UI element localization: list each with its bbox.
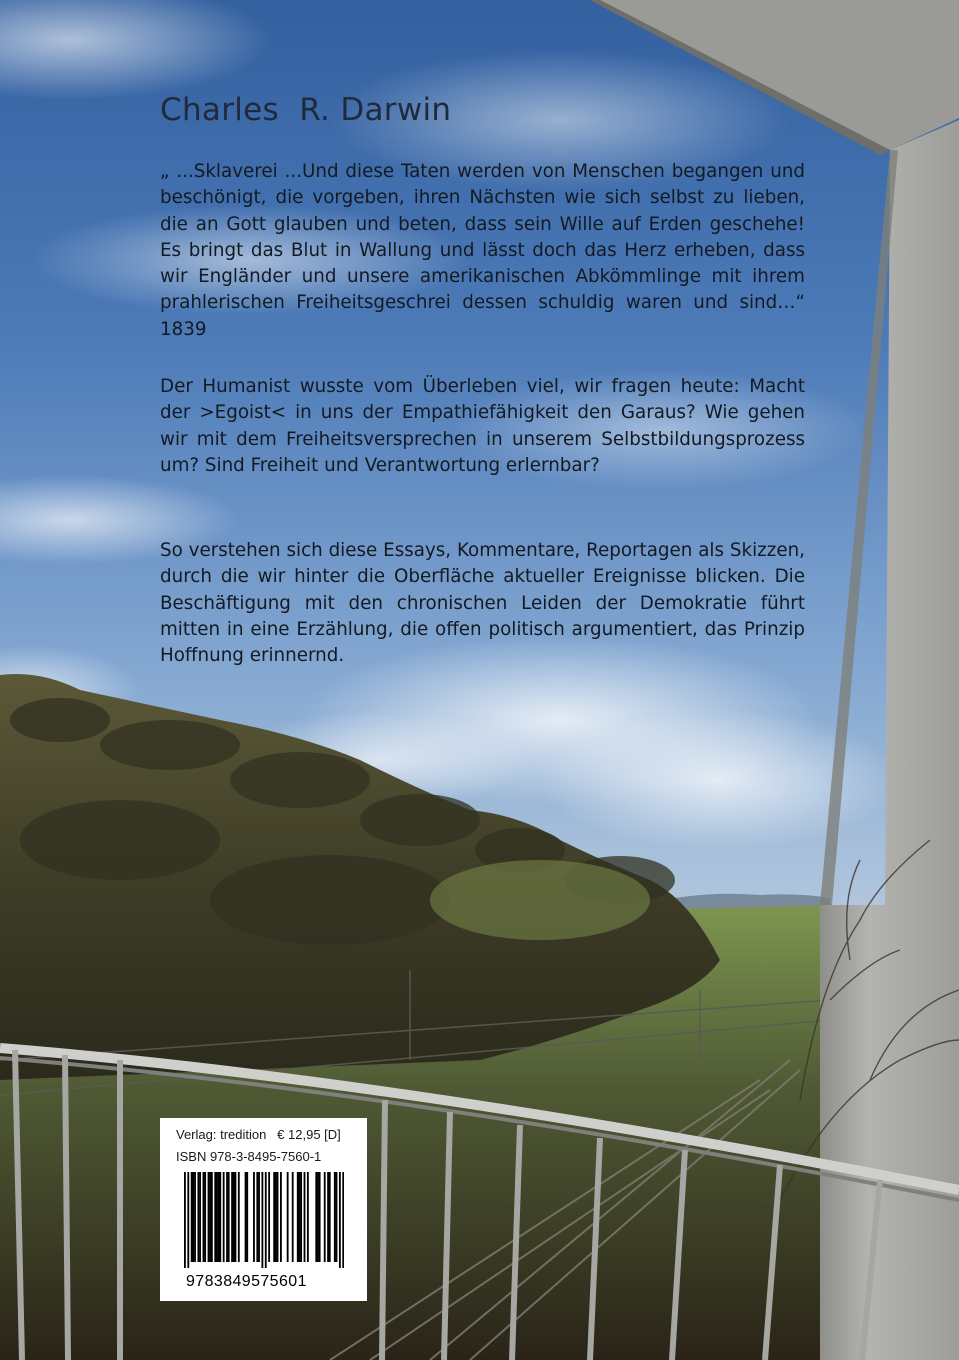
publisher-price: Verlag: tredition € 12,95 [D] <box>176 1127 341 1142</box>
barcode-bar <box>268 1172 270 1262</box>
blurb-paragraph-humanist: Der Humanist wusste vom Überleben viel, wir fragen heute: Macht der >Egoist< in uns der Empathiefähigkeit den Garaus? Wie gehen wir mit dem Freiheitsversprechen in unserem Selbstbildungsprozess um? Sind Freiheit und Verantwortung erlernbar? <box>160 376 805 476</box>
barcode-bar <box>273 1172 275 1262</box>
barcode-bar <box>317 1172 319 1262</box>
blurb-paragraph-essays: So verstehen sich diese Essays, Kommentare, Reportagen als Skizzen, durch die wir hinter die Oberfläche aktueller Ereignisse blicken. Die Beschäftigung mit den chronischen Leiden der Demokratie führt mitten in eine Erzählung, die offen politisch argumentiert, das Prinzip Hoffnung erinnernd. <box>160 540 805 667</box>
barcode-bar <box>287 1172 289 1262</box>
barcode-bar <box>223 1172 225 1262</box>
barcode-bar <box>191 1172 193 1262</box>
barcode-bar <box>211 1172 213 1262</box>
isbn-label: ISBN 978-3-8495-7560-1 <box>176 1149 322 1164</box>
barcode-bar <box>197 1172 199 1262</box>
barcode-bar <box>329 1172 331 1262</box>
barcode-bar <box>342 1172 344 1268</box>
barcode-bar <box>265 1172 267 1268</box>
barcode-bar <box>238 1172 240 1262</box>
barcode-bar <box>208 1172 210 1262</box>
barcode-bar <box>228 1172 230 1262</box>
barcode-bar <box>226 1172 228 1262</box>
barcode-bar <box>256 1172 258 1262</box>
barcode-bar <box>297 1172 299 1262</box>
barcode-bar <box>307 1172 309 1262</box>
barcode-bar <box>192 1172 194 1262</box>
barcode-bar <box>339 1172 341 1268</box>
barcode-bar <box>324 1172 326 1262</box>
barcode-bar <box>275 1172 277 1262</box>
barcode-bar <box>327 1172 329 1262</box>
barcode-bar <box>235 1172 237 1262</box>
barcode-bar <box>277 1172 279 1262</box>
barcode-bar <box>199 1172 201 1262</box>
barcode-bar <box>292 1172 294 1262</box>
barcode-bar <box>203 1172 205 1262</box>
barcode-bar <box>299 1172 301 1262</box>
barcode-bar <box>304 1172 306 1262</box>
barcode-bar <box>336 1172 338 1262</box>
barcode-bar <box>231 1172 233 1262</box>
barcode-bar <box>214 1172 216 1262</box>
barcode-bar <box>218 1172 220 1262</box>
barcode-bar <box>253 1172 255 1262</box>
barcode-bar <box>233 1172 235 1262</box>
barcode-bar <box>315 1172 317 1262</box>
barcode-box <box>160 1118 367 1301</box>
barcode-bar <box>300 1172 302 1262</box>
barcode-bar <box>319 1172 321 1262</box>
barcode-bar <box>216 1172 218 1262</box>
barcode-bar <box>204 1172 206 1262</box>
barcode-bar <box>246 1172 248 1262</box>
barcode-bar <box>258 1172 260 1262</box>
darwin-quote: „ ...Sklaverei ...Und diese Taten werden von Menschen begangen und beschönigt, die vorgeben, ihren Nächsten wie sich selbst zu lieben, die an Gott glauben und beten, dass sein Wille auf Erden geschehe! Es bringt das Blut in Wallung und lässt doch das Herz erheben, dass wir Engländer und unsere amerikanischen Abkömmlinge mit ihrem prahlerischen Freiheitsgeschrei dessen schuldig waren und sind…“ 1839 <box>160 161 805 340</box>
barcode-bar <box>194 1172 196 1262</box>
barcode-bar <box>209 1172 211 1262</box>
barcode-bar <box>280 1172 282 1262</box>
barcode-bar <box>184 1172 186 1268</box>
barcode-bar <box>261 1172 263 1268</box>
barcode-bar <box>334 1172 336 1262</box>
barcode-bar <box>245 1172 247 1262</box>
barcode-number: 9783849575601 <box>186 1273 307 1290</box>
barcode-bar <box>219 1172 221 1262</box>
author-name: Charles R. Darwin <box>160 92 452 128</box>
barcode <box>184 1172 344 1268</box>
barcode-bar <box>187 1172 189 1268</box>
